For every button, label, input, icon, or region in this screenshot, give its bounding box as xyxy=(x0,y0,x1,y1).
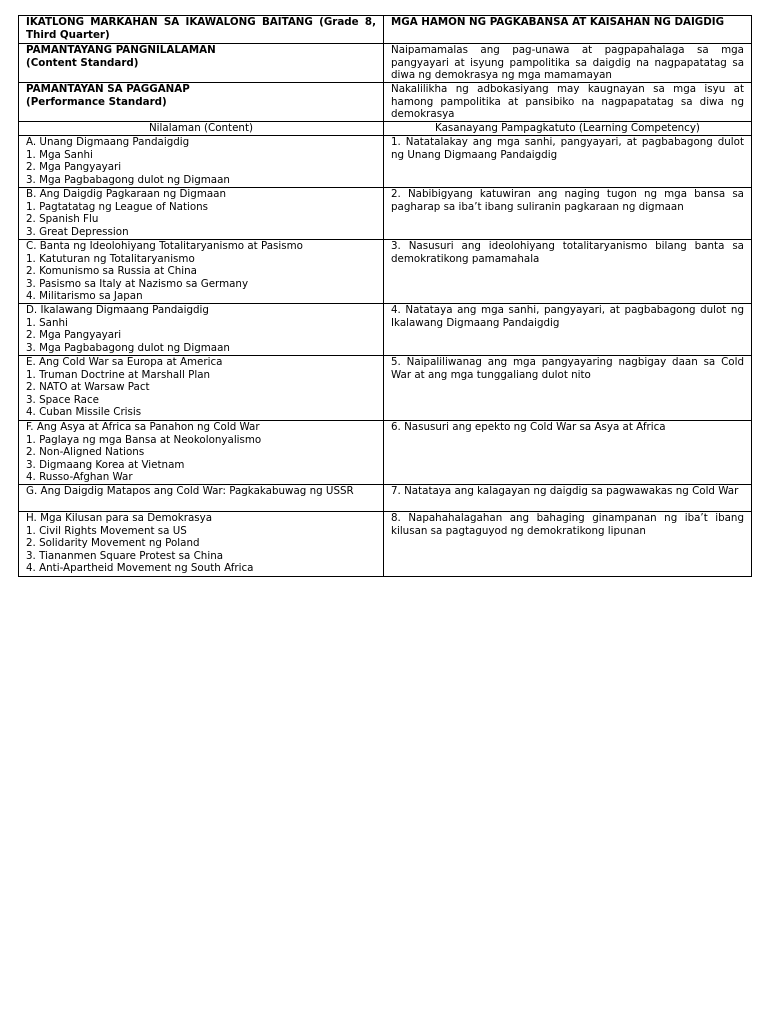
table-row xyxy=(19,485,752,512)
competency-cell: 8. Napahahalagahan ang bahaging ginampanan ng iba’t ibang kilusan sa pagtaguyod ng demokratikong lipunan xyxy=(384,512,752,577)
column-header-row xyxy=(19,122,752,136)
topic-item: 3. Mga Pagbabagong dulot ng Digmaan xyxy=(26,341,230,354)
topic-item: 2. Spanish Flu xyxy=(26,213,99,226)
topic-item: 3. Space Race xyxy=(26,393,99,406)
table-row xyxy=(19,421,752,485)
topic-item: 4. Anti-Apartheid Movement ng South Africa xyxy=(26,562,254,575)
content-cell xyxy=(19,485,384,512)
competency-cell: 7. Natataya ang kalagayan ng daigdig sa pagwawakas ng Cold War xyxy=(384,485,752,512)
topic-item: 3. Great Depression xyxy=(26,225,129,238)
competency-cell: 6. Nasusuri ang epekto ng Cold War sa Asya at Africa xyxy=(384,421,752,485)
topic-item: 4. Cuban Missile Crisis xyxy=(26,406,142,419)
table-row xyxy=(19,356,752,421)
competency-cell: 1. Natatalakay ang mga sanhi, pangyayari, at pagbabagong dulot ng Unang Digmaang Pandaigdig xyxy=(384,136,752,188)
table-row xyxy=(19,512,752,577)
content-cell xyxy=(19,136,384,188)
content-cell xyxy=(19,512,384,577)
topic-item: 3. Tiananmen Square Protest sa China xyxy=(26,549,224,562)
topic-title: D. Ikalawang Digmaang Pandaigdig xyxy=(26,304,209,316)
content-standard-row xyxy=(19,44,752,83)
topic-item: 1. Civil Rights Movement sa US xyxy=(26,524,187,537)
performance-standard-sublabel: (Performance Standard) xyxy=(26,95,167,108)
table-row xyxy=(19,304,752,356)
topic-item: 2. Non-Aligned Nations xyxy=(26,446,145,459)
content-standard-sublabel: (Content Standard) xyxy=(26,56,139,69)
topic-item: 1. Katuturan ng Totalitaryanismo xyxy=(26,252,195,265)
content-standard-text: Naipamamalas ang pag-unawa at pagpapahalaga sa mga pangyayari at isyung pampolitika sa daigdig na nagpapatatag sa diwa ng demokrasya ng mga mamamayan xyxy=(384,44,752,83)
content-cell xyxy=(19,304,384,356)
table-row xyxy=(19,240,752,304)
topic-title: E. Ang Cold War sa Europa at America xyxy=(26,356,223,368)
theme-title: MGA HAMON NG PAGKABANSA AT KAISAHAN NG DAIGDIG xyxy=(384,16,752,44)
topic-item: 2. NATO at Warsaw Pact xyxy=(26,381,150,394)
topic-item: 2. Mga Pangyayari xyxy=(26,161,122,174)
competency-cell: 5. Naipaliliwanag ang mga pangyayaring nagbigay daan sa Cold War at ang mga tunggaliang dulot nito xyxy=(384,356,752,421)
competency-column-header: Kasanayang Pampagkatuto (Learning Competency) xyxy=(384,122,752,136)
content-column-header: Nilalaman (Content) xyxy=(19,122,384,136)
topic-title: B. Ang Daigdig Pagkaraan ng Digmaan xyxy=(26,188,227,200)
topic-item: 1. Truman Doctrine at Marshall Plan xyxy=(26,368,211,381)
topic-item: 2. Mga Pangyayari xyxy=(26,329,122,342)
topic-item: 1. Mga Sanhi xyxy=(26,148,93,161)
curriculum-table xyxy=(18,15,752,577)
table-row xyxy=(19,188,752,240)
topic-item: 2. Komunismo sa Russia at China xyxy=(26,265,197,278)
content-standard-label: PAMANTAYANG PANGNILALAMAN xyxy=(26,44,216,56)
performance-standard-label-cell xyxy=(19,83,384,122)
performance-standard-text: Nakalilikha ng adbokasiyang may kaugnayan sa mga isyu at hamong pampolitika at pansibiko na nagpapatatag sa diwa ng demokrasya xyxy=(384,83,752,122)
topic-item: 2. Solidarity Movement ng Poland xyxy=(26,537,200,550)
table-row xyxy=(19,136,752,188)
content-cell xyxy=(19,356,384,421)
topic-item: 3. Pasismo sa Italy at Nazismo sa Germany xyxy=(26,277,249,290)
competency-cell: 4. Natataya ang mga sanhi, pangyayari, at pagbabagong dulot ng Ikalawang Digmaang Pandaigdig xyxy=(384,304,752,356)
topic-title: G. Ang Daigdig Matapos ang Cold War: Pagkakabuwag ng USSR xyxy=(26,485,354,497)
topic-title: H. Mga Kilusan para sa Demokrasya xyxy=(26,512,213,524)
topic-title: A. Unang Digmaang Pandaigdig xyxy=(26,136,190,148)
topic-item: 1. Pagtatatag ng League of Nations xyxy=(26,200,209,213)
quarter-title: IKATLONG MARKAHAN SA IKAWALONG BAITANG (Grade 8, Third Quarter) xyxy=(19,16,384,44)
topic-item: 3. Mga Pagbabagong dulot ng Digmaan xyxy=(26,173,230,186)
competency-cell: 3. Nasusuri ang ideolohiyang totalitaryanismo bilang banta sa demokratikong pamamahala xyxy=(384,240,752,304)
content-cell xyxy=(19,421,384,485)
competency-cell: 2. Nabibigyang katuwiran ang naging tugon ng mga bansa sa pagharap sa iba’t ibang suliranin pagkaraan ng digmaan xyxy=(384,188,752,240)
performance-standard-row xyxy=(19,83,752,122)
topic-title: F. Ang Asya at Africa sa Panahon ng Cold War xyxy=(26,421,260,433)
topic-item: 1. Paglaya ng mga Bansa at Neokolonyalismo xyxy=(26,433,262,446)
content-cell xyxy=(19,188,384,240)
header-row xyxy=(19,16,752,44)
performance-standard-label: PAMANTAYAN SA PAGGANAP xyxy=(26,83,190,95)
topic-item: 3. Digmaang Korea at Vietnam xyxy=(26,458,185,471)
topic-item: 1. Sanhi xyxy=(26,316,68,329)
topic-item: 4. Militarismo sa Japan xyxy=(26,290,143,303)
topic-item: 4. Russo-Afghan War xyxy=(26,471,133,484)
content-standard-label-cell xyxy=(19,44,384,83)
topic-title: C. Banta ng Ideolohiyang Totalitaryanismo at Pasismo xyxy=(26,240,303,252)
content-cell xyxy=(19,240,384,304)
